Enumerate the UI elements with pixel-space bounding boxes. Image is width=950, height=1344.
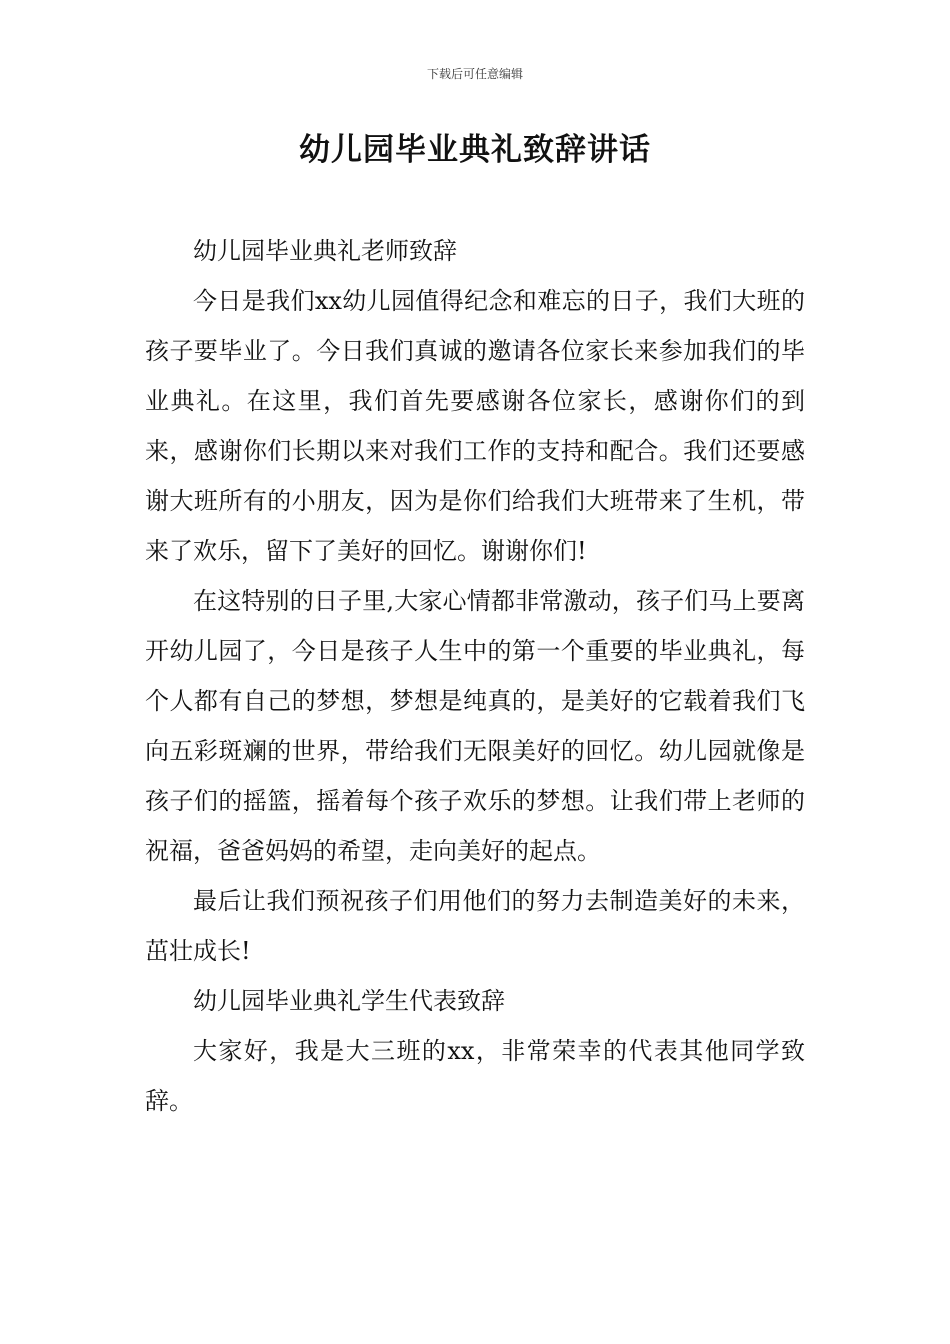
paragraph: 今日是我们xx幼儿园值得纪念和难忘的日子，我们大班的孩子要毕业了。今日我们真诚的邀请各位家长来参加我们的毕业典礼。在这里，我们首先要感谢各位家长，感谢你们的到来，感谢你们长期以来对我们工作的支持和配合。我们还要感谢大班所有的小朋友，因为是你们给我们大班带来了生机，带来了欢乐，留下了美好的回忆。谢谢你们!	[145, 287, 805, 565]
document-body	[145, 226, 805, 1126]
section-heading-student-speech: 幼儿园毕业典礼学生代表致辞	[193, 987, 505, 1015]
document-title: 幼儿园毕业典礼致辞讲话	[299, 132, 651, 168]
paragraph: 大家好，我是大三班的xx，非常荣幸的代表其他同学致辞。	[145, 1037, 805, 1115]
section-heading-teacher-speech: 幼儿园毕业典礼老师致辞	[193, 237, 457, 265]
paragraph: 在这特别的日子里,大家心情都非常激动，孩子们马上要离开幼儿园了，今日是孩子人生中的第一个重要的毕业典礼，每个人都有自己的梦想，梦想是纯真的，是美好的它载着我们飞向五彩斑斓的世界，带给我们无限美好的回忆。幼儿园就像是孩子们的摇篮，摇着每个孩子欢乐的梦想。让我们带上老师的祝福，爸爸妈妈的希望，走向美好的起点。	[145, 587, 805, 865]
header-note: 下载后可任意编辑	[426, 67, 523, 81]
paragraph: 最后让我们预祝孩子们用他们的努力去制造美好的未来，茁壮成长!	[145, 887, 805, 965]
